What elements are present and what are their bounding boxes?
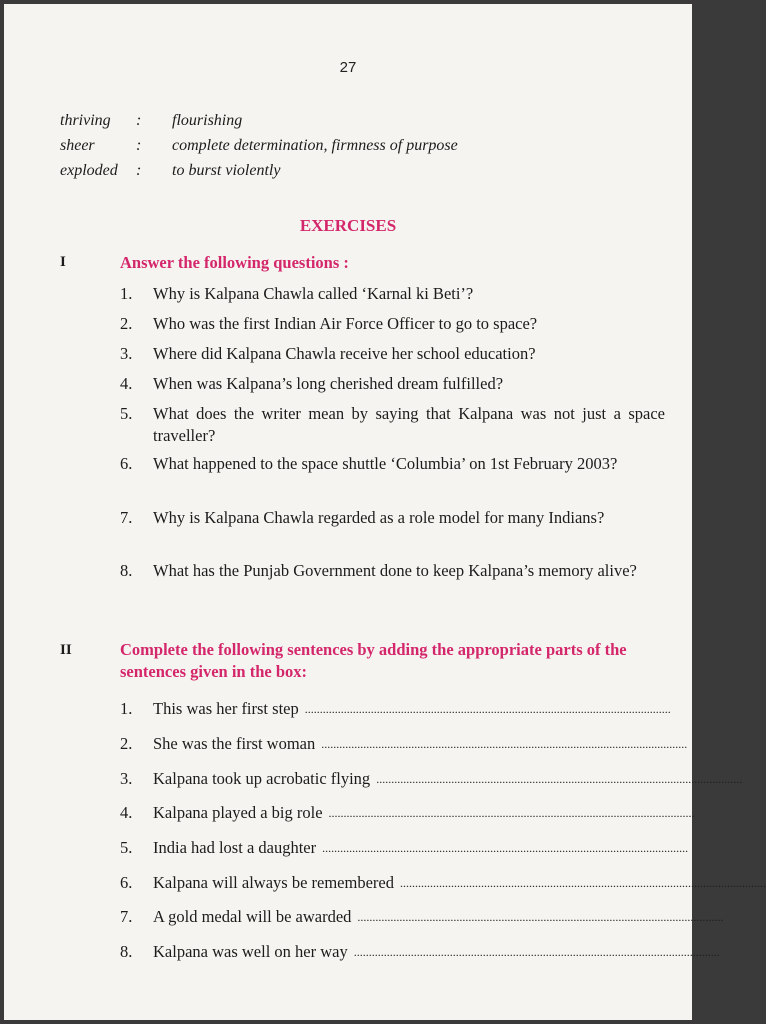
question-text: Where did Kalpana Chawla receive her school education?	[153, 344, 536, 363]
question-item	[120, 283, 665, 305]
page-number: 27	[339, 59, 357, 76]
glossary-entry	[60, 108, 458, 133]
dotted-blank: ..........................................................................................................................	[399, 876, 766, 890]
glossary-word: thriving	[60, 111, 111, 129]
sentence-text: Kalpana took up acrobatic flying	[153, 769, 371, 788]
glossary-definition: flourishing	[172, 111, 243, 129]
sentence-number: 4.	[120, 803, 133, 822]
sentence-item	[120, 941, 720, 963]
question-item	[120, 453, 665, 475]
question-text: What has the Punjab Government done to keep Kalpana’s memory alive?	[153, 561, 637, 580]
question-text: When was Kalpana’s long cherished dream fulfilled?	[153, 374, 504, 393]
section-1-numeral: I	[60, 254, 66, 270]
question-text: Why is Kalpana Chawla called ‘Karnal ki Beti’?	[153, 284, 474, 303]
glossary-colon: :	[136, 161, 142, 179]
sentence-item	[120, 802, 695, 824]
sentence-number: 6.	[120, 873, 133, 892]
sentence-text: Kalpana was well on her way	[153, 942, 348, 961]
dotted-blank: ..........................................................................................................................	[304, 702, 671, 716]
section-1-instruction: Answer the following questions :	[120, 253, 349, 272]
dotted-blank: ..........................................................................................................................	[376, 772, 743, 786]
sentence-item	[120, 906, 724, 928]
question-text: What does the writer mean by saying that Kalpana was not just a space traveller?	[153, 404, 665, 445]
dotted-blank: ..........................................................................................................................	[322, 841, 689, 855]
question-number: 1.	[120, 284, 133, 303]
question-text: Who was the first Indian Air Force Officer to go to space?	[153, 314, 538, 333]
glossary-definition: to burst violently	[172, 161, 281, 179]
section-2-instruction: Complete the following sentences by adding the appropriate parts of the sentences given in the box:	[120, 640, 627, 681]
question-number: 5.	[120, 404, 133, 423]
question-number: 7.	[120, 508, 133, 527]
glossary-word: sheer	[60, 136, 95, 154]
question-number: 3.	[120, 344, 133, 363]
sentence-text: This was her first step	[153, 699, 299, 718]
sentence-number: 7.	[120, 907, 133, 926]
question-item	[120, 507, 665, 529]
sentence-text: India had lost a daughter	[153, 838, 317, 857]
sentence-text: Kalpana played a big role	[153, 803, 323, 822]
glossary	[60, 108, 458, 183]
question-text: Why is Kalpana Chawla regarded as a role model for many Indians?	[153, 508, 605, 527]
dotted-blank: ..........................................................................................................................	[328, 806, 695, 820]
sentence-number: 3.	[120, 769, 133, 788]
dotted-blank: ..........................................................................................................................	[357, 910, 724, 924]
question-item	[120, 313, 665, 335]
glossary-entry	[60, 158, 458, 183]
question-item	[120, 373, 665, 395]
sentence-number: 8.	[120, 942, 133, 961]
question-number: 2.	[120, 314, 133, 333]
sentence-text: She was the first woman	[153, 734, 316, 753]
sentence-item	[120, 768, 743, 790]
sentence-number: 5.	[120, 838, 133, 857]
glossary-word: exploded	[60, 161, 118, 179]
sentence-number: 2.	[120, 734, 133, 753]
question-number: 8.	[120, 561, 133, 580]
question-item	[120, 403, 665, 447]
glossary-entry	[60, 133, 458, 158]
question-number: 6.	[120, 454, 133, 473]
exercises-heading: EXERCISES	[299, 216, 397, 235]
sentence-item	[120, 872, 766, 894]
question-item	[120, 560, 665, 582]
glossary-definition: complete determination, firmness of purpose	[172, 136, 458, 154]
sentence-text: Kalpana will always be remembered	[153, 873, 394, 892]
question-item	[120, 343, 665, 365]
sentence-number: 1.	[120, 699, 133, 718]
sentence-item	[120, 837, 689, 859]
glossary-colon: :	[136, 111, 142, 129]
book-page	[4, 4, 766, 1020]
sentence-item	[120, 733, 688, 755]
section-2-numeral: II	[60, 642, 72, 658]
question-number: 4.	[120, 374, 133, 393]
dotted-blank: ..........................................................................................................................	[321, 737, 688, 751]
sentence-text: A gold medal will be awarded	[153, 907, 352, 926]
dotted-blank: ..........................................................................................................................	[353, 945, 720, 959]
question-text: What happened to the space shuttle ‘Columbia’ on 1st February 2003?	[153, 454, 618, 473]
glossary-colon: :	[136, 136, 142, 154]
sentence-item	[120, 698, 671, 720]
